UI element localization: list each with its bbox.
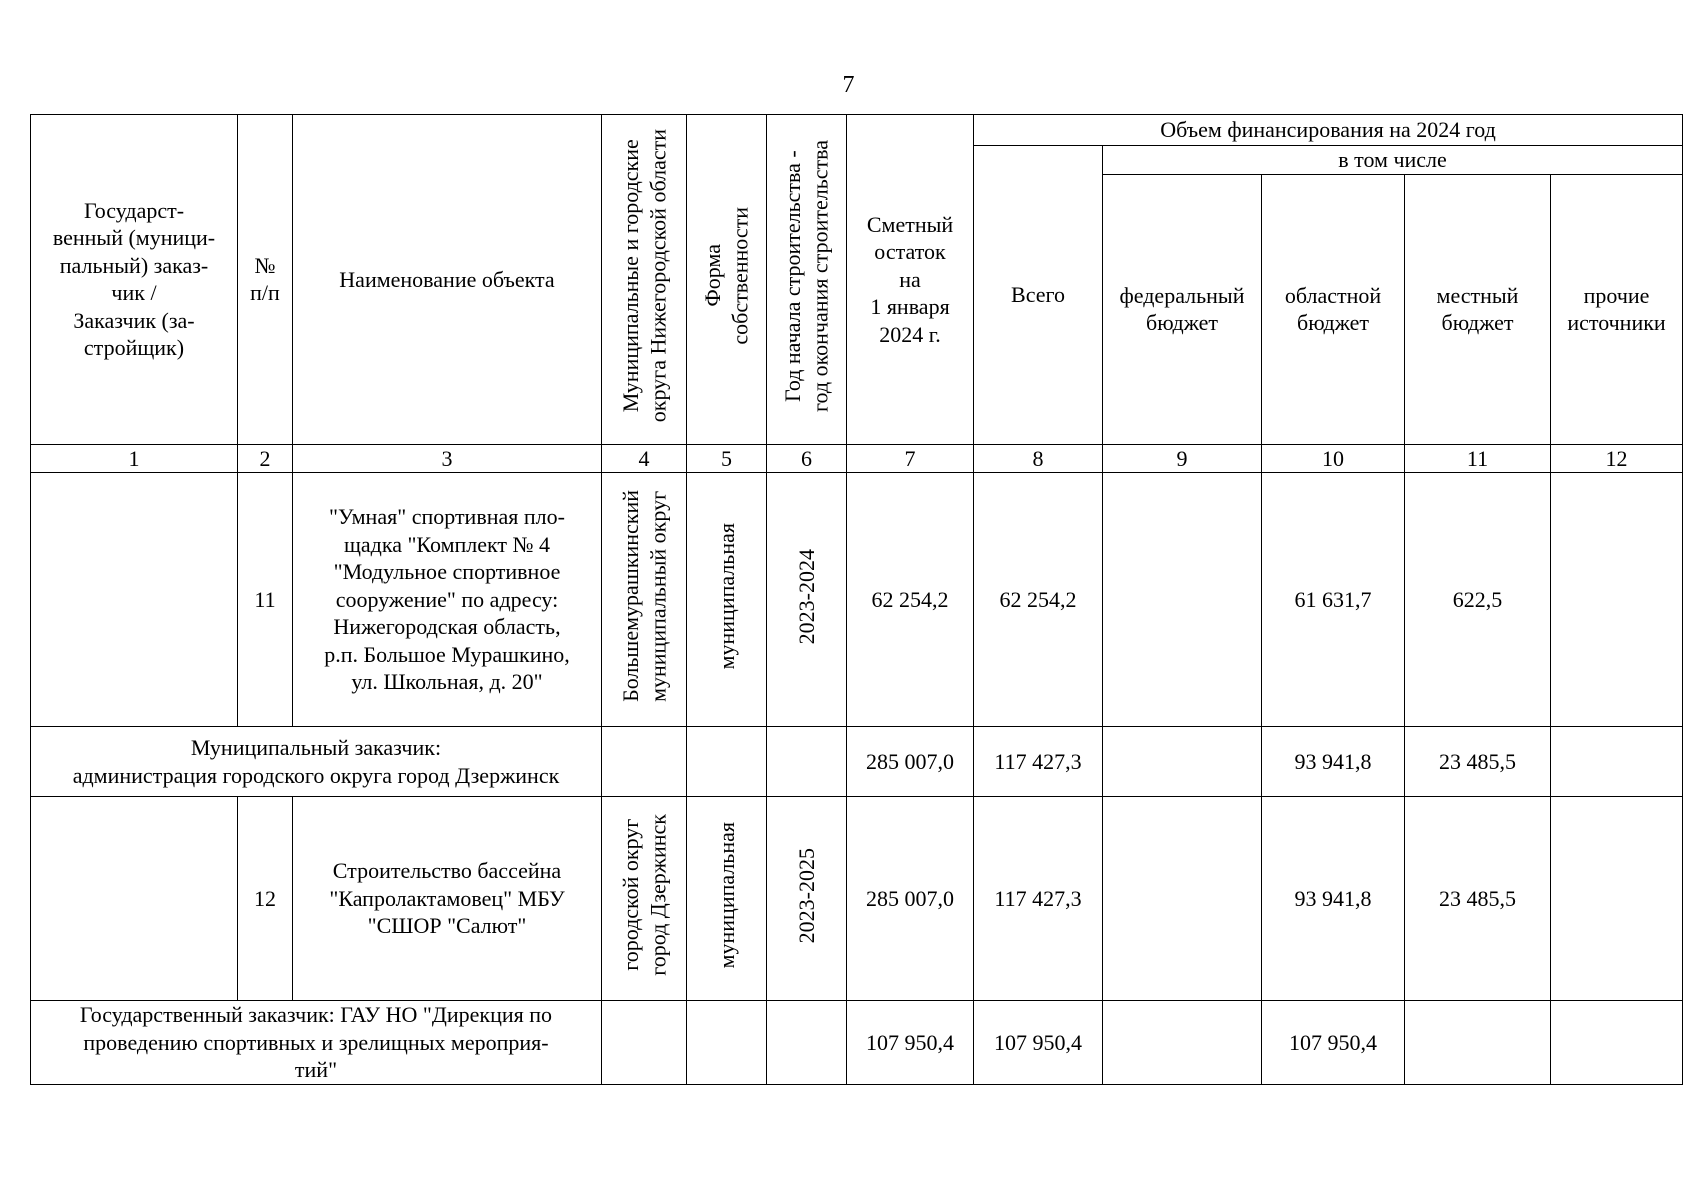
remainder-value: 62 254,2 (847, 473, 974, 727)
regional-value: 93 941,8 (1262, 797, 1405, 1001)
years (767, 727, 847, 797)
other-value (1551, 727, 1683, 797)
remainder-value: 285 007,0 (847, 727, 974, 797)
ownership (687, 727, 767, 797)
header-customer: Государст- венный (муници- пальный) заказ- чик / Заказчик (за- стройщик) (31, 115, 238, 445)
header-ownership: Форма собственности (687, 115, 767, 445)
total-value: 62 254,2 (974, 473, 1103, 727)
customer-name: Муниципальный заказчик: администрация городского округа город Дзержинск (31, 727, 602, 797)
header-other: прочие источники (1551, 174, 1683, 444)
header-row-1 (31, 115, 1683, 146)
customer-cell-empty (31, 797, 238, 1001)
object-row-11 (31, 473, 1683, 727)
column-number: 9 (1103, 444, 1262, 473)
column-number: 6 (767, 444, 847, 473)
page-number: 7 (842, 72, 855, 98)
district (602, 1001, 687, 1085)
regional-value: 93 941,8 (1262, 727, 1405, 797)
district: Большемурашкинский муниципальный округ (602, 473, 687, 727)
header-including: в том числе (1103, 146, 1683, 175)
column-number: 1 (31, 444, 238, 473)
header-funding-title: Объем финансирования на 2024 год (974, 115, 1683, 146)
header-regional: областной бюджет (1262, 174, 1405, 444)
row-number: 12 (238, 797, 293, 1001)
federal-value (1103, 797, 1262, 1001)
local-value: 23 485,5 (1405, 727, 1551, 797)
column-number: 7 (847, 444, 974, 473)
column-number: 5 (687, 444, 767, 473)
federal-value (1103, 473, 1262, 727)
federal-value (1103, 727, 1262, 797)
local-value: 23 485,5 (1405, 797, 1551, 1001)
object-name: "Умная" спортивная пло- щадка "Комплект № 4 "Модульное спортивное сооружение" по адресу: Нижегородская область, р.п. Большое Мурашкино, ул. Школьная, д. 20" (293, 473, 602, 727)
column-number: 2 (238, 444, 293, 473)
header-remainder: Сметный остаток на 1 января 2024 г. (847, 115, 974, 445)
column-number: 12 (1551, 444, 1683, 473)
column-number: 4 (602, 444, 687, 473)
ownership: муниципальная (687, 797, 767, 1001)
header-object-name: Наименование объекта (293, 115, 602, 445)
column-number: 8 (974, 444, 1103, 473)
years (767, 1001, 847, 1085)
object-name: Строительство бассейна "Капролактамовец" МБУ "СШОР "Салют" (293, 797, 602, 1001)
other-value (1551, 797, 1683, 1001)
column-number: 10 (1262, 444, 1405, 473)
regional-value: 61 631,7 (1262, 473, 1405, 727)
column-number: 3 (293, 444, 602, 473)
customer-row-gau (31, 1001, 1683, 1085)
ownership: муниципальная (687, 473, 767, 727)
district: городской округ город Дзержинск (602, 797, 687, 1001)
financing-table (30, 114, 1683, 1085)
ownership (687, 1001, 767, 1085)
federal-value (1103, 1001, 1262, 1085)
remainder-value: 107 950,4 (847, 1001, 974, 1085)
header-number: № п/п (238, 115, 293, 445)
years: 2023-2024 (767, 473, 847, 727)
total-value: 117 427,3 (974, 727, 1103, 797)
column-numbers-row (31, 444, 1683, 473)
total-value: 117 427,3 (974, 797, 1103, 1001)
years: 2023-2025 (767, 797, 847, 1001)
total-value: 107 950,4 (974, 1001, 1103, 1085)
header-federal: федеральный бюджет (1103, 174, 1262, 444)
local-value: 622,5 (1405, 473, 1551, 727)
header-district: Муниципальные и городские округа Нижегородской области (602, 115, 687, 445)
district (602, 727, 687, 797)
column-number: 11 (1405, 444, 1551, 473)
other-value (1551, 1001, 1683, 1085)
row-number: 11 (238, 473, 293, 727)
header-total: Всего (974, 146, 1103, 445)
local-value (1405, 1001, 1551, 1085)
other-value (1551, 473, 1683, 727)
customer-name: Государственный заказчик: ГАУ НО "Дирекция по проведению спортивных и зрелищных мероприя- тий" (31, 1001, 602, 1085)
regional-value: 107 950,4 (1262, 1001, 1405, 1085)
header-years: Год начала строительства - год окончания строительства (767, 115, 847, 445)
header-local: местный бюджет (1405, 174, 1551, 444)
customer-row-dzerzhinsk (31, 727, 1683, 797)
customer-cell-empty (31, 473, 238, 727)
object-row-12 (31, 797, 1683, 1001)
remainder-value: 285 007,0 (847, 797, 974, 1001)
